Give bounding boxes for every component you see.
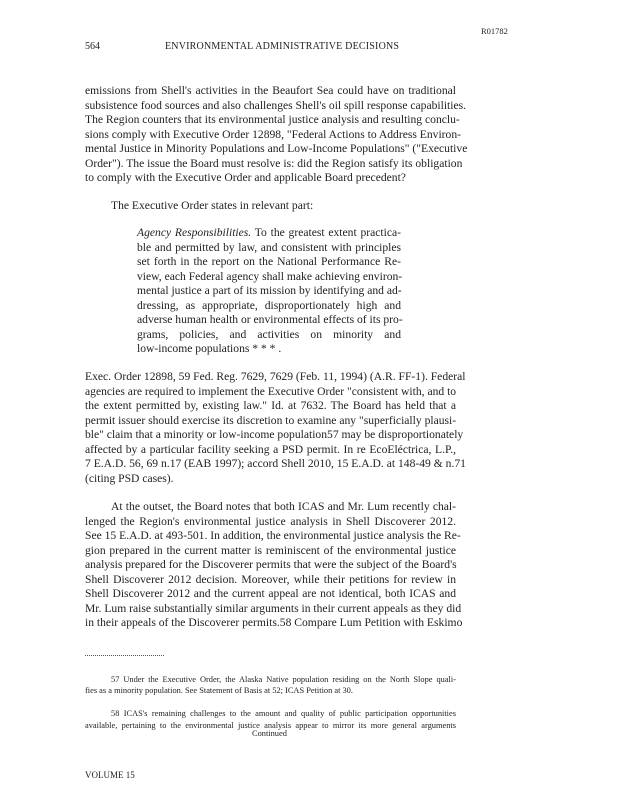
text-line: At the outset, the Board notes that both ICAS and Mr. Lum recently chal-: [111, 500, 456, 513]
text-line: affected by a particular facility seeking a PSD permit. In re EcoEléctrica, L.P.,: [85, 442, 456, 456]
text-line: view, each Federal agency shall make achieving environ-: [137, 269, 403, 283]
continued-label: Continued: [252, 729, 287, 738]
text-line: Shell Discoverer 2012 and the current appeal are not identical, both ICAS and: [85, 587, 456, 600]
text-line: the extent permitted by, existing law." Id. at 7632. The Board has held that a: [85, 399, 456, 412]
text-line: available, pertaining to the environmental justice analysis appear to mirror its more general arguments: [85, 721, 456, 730]
text-line: gion prepared in the current matter is reminiscent of the environmental justice: [85, 543, 456, 557]
text-line: Shell Discoverer 2012 decision. Moreover, while their petitions for review in: [85, 572, 456, 586]
text-line: Exec. Order 12898, 59 Fed. Reg. 7629, 7629 (Feb. 11, 1994) (A.R. FF-1). Federal: [85, 370, 466, 383]
text-line: 7 E.A.D. 56, 69 n.17 (EAB 1997); accord Shell 2010, 15 E.A.D. at 148-49 & n.71: [85, 457, 466, 470]
text-line: lenged the Region's environmental justice analysis in Shell Discoverer 2012.: [85, 514, 456, 528]
running-title: ENVIRONMENTAL ADMINISTRATIVE DECISIONS: [165, 41, 400, 52]
bates-number: R01782: [481, 26, 508, 36]
text-line: sions comply with Executive Order 12898, "Federal Actions to Address Environ-: [85, 127, 461, 141]
text-line: low-income populations * * * .: [137, 342, 282, 355]
text-line: See 15 E.A.D. at 493-501. In addition, the environmental justice analysis the Re-: [85, 529, 461, 542]
text-line: emissions from Shell's activities in the Beaufort Sea could have on traditional: [85, 84, 456, 97]
volume-footer: VOLUME 15: [85, 770, 135, 780]
page-number: 564: [85, 41, 100, 52]
text-line: subsistence food sources and also challenges Shell's oil spill response capabilities.: [85, 98, 467, 112]
text-line: grams, policies, and activities on minority and: [137, 327, 401, 341]
text-line: 57 Under the Executive Order, the Alaska Native population residing on the North Slope quali-: [111, 675, 456, 684]
text-line: [137, 226, 401, 241]
text-line: permit issuer should exercise its discretion to examine any "superficially plausi-: [85, 413, 457, 427]
quote-intro: The Executive Order states in relevant part:: [111, 199, 314, 212]
text-line: 58 ICAS's remaining challenges to the amount and quality of public participation opportunities: [111, 709, 456, 718]
text: To the greatest extent practica-: [251, 226, 402, 239]
text-line: Mr. Lum raise substantially similar arguments in their current appeals as they did: [85, 601, 462, 615]
text-line: in their appeals of the Discoverer permits.58 Compare Lum Petition with Eskimo: [85, 616, 463, 629]
text-line: Order"). The issue the Board must resolve is: did the Region satisfy its obligation: [85, 156, 463, 170]
text-line: mental justice a part of its mission by identifying and ad-: [137, 284, 402, 297]
text-line: ble" claim that a minority or low-income population57 may be disproportionately: [85, 428, 464, 441]
text-line: dressing, as appropriate, disproportionately high and: [137, 298, 401, 312]
text-line: ble and permitted by law, and consistent with principles: [137, 240, 401, 254]
text-line: mental Justice in Minority Populations and Low-Income Populations" ("Executive: [85, 142, 468, 155]
text-line: adverse human health or environmental effects of its pro-: [137, 313, 403, 326]
text-line: to comply with the Executive Order and applicable Board precedent?: [85, 171, 406, 184]
text-line: (citing PSD cases).: [85, 471, 174, 485]
footnote-separator: [85, 655, 164, 656]
quote-heading: Agency Responsibilities.: [137, 226, 252, 239]
text-line: agencies are required to implement the Executive Order "consistent with, and to: [85, 384, 457, 398]
text-line: set forth in the report on the National Performance Re-: [137, 255, 401, 268]
text-line: analysis prepared for the Discoverer permits that were the subject of the Board's: [85, 558, 457, 571]
text-line: fies as a minority population. See Statement of Basis at 52; ICAS Petition at 30.: [85, 686, 353, 695]
text-line: The Region counters that its environmental justice analysis and resulting conclu-: [85, 113, 460, 126]
